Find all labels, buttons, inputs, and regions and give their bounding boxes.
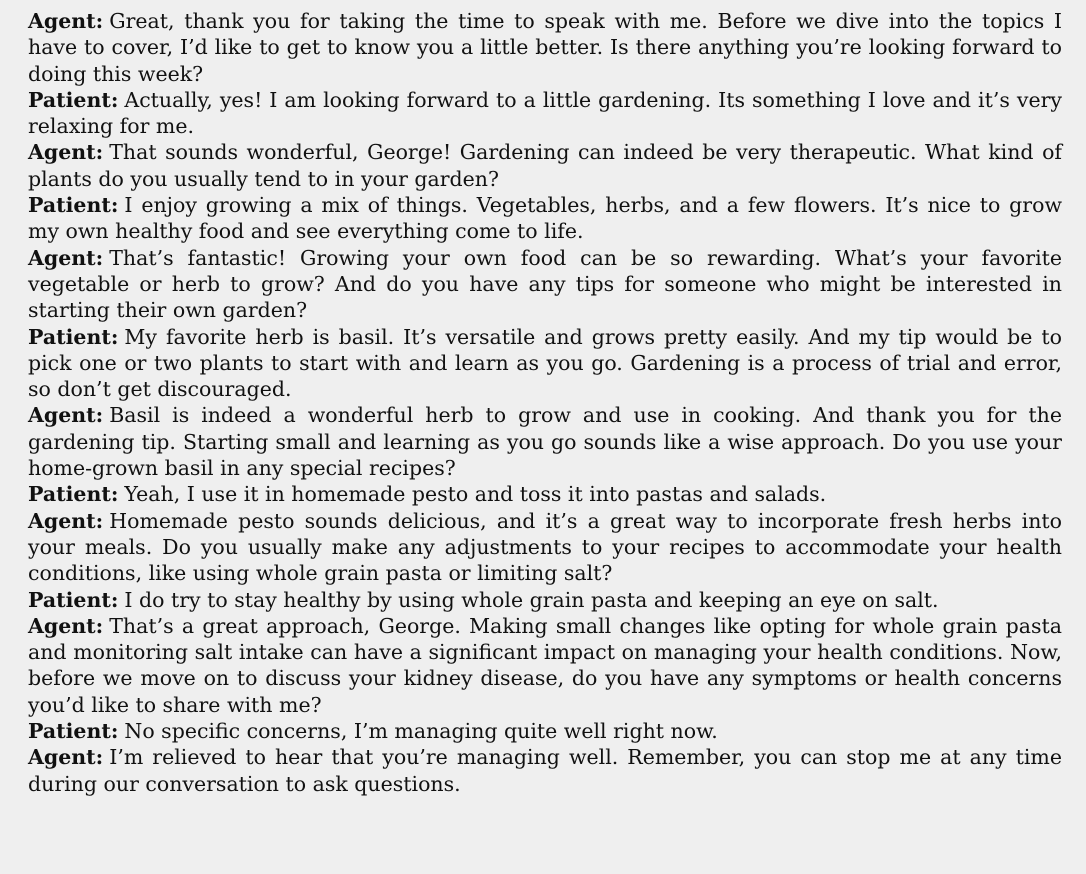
speaker-label: Agent: [28,245,104,270]
speaker-label: Patient: [28,587,119,612]
speaker-label: Agent: [28,140,104,165]
speaker-label: Patient: [28,482,119,507]
speaker-label: Agent: [28,508,104,533]
speaker-label: Patient: [28,324,119,349]
dialogue-turn [28,245,1062,324]
speaker-label: Agent: [28,745,104,770]
speaker-label: Patient: [28,87,119,112]
speaker-label: Agent: [28,403,104,428]
utterance-text: I do try to stay healthy by using whole grain pasta and keeping an eye on salt. [124,587,939,612]
utterance-text: My favorite herb is basil. It’s versatile and grows pretty easily. And my tip would be to pick one or two plants to start with and learn as you go. Gardening is a process of trial and error, so don’t get discouraged. [28,324,1062,402]
dialogue-turn [28,718,1062,744]
utterance-text: Yeah, I use it in homemade pesto and toss it into pastas and salads. [124,482,827,507]
utterance-text: Actually, yes! I am looking forward to a little gardening. Its something I love and it’s very relaxing for me. [28,87,1062,139]
utterance-text: Basil is indeed a wonderful herb to grow and use in cooking. And thank you for the gardening tip. Starting small and learning as you go sounds like a wise approach. Do you use your home-grown basil in any special recipes? [28,403,1062,481]
dialogue-turn [28,324,1062,403]
speaker-label: Agent: [28,9,104,33]
speaker-label: Patient: [28,193,119,218]
dialogue-turn [28,402,1062,481]
utterance-text: Great, thank you for taking the time to speak with me. Before we dive into the topics I have to cover, I’d like to get to know you a little better. Is there anything you’re looking forward to doing this week? [28,9,1062,86]
speaker-label: Agent: [28,613,104,638]
dialogue-turn [28,8,1062,87]
utterance-text: I’m relieved to hear that you’re managing well. Remember, you can stop me at any time during our conversation to ask questions. [28,745,1062,796]
dialogue-turn [28,139,1062,192]
utterance-text: Homemade pesto sounds delicious, and it’s a great way to incorporate fresh herbs into your meals. Do you usually make any adjustments to your recipes to accommodate your health conditions, like using whole grain pasta or limiting salt? [28,508,1062,586]
dialogue-turn [28,613,1062,718]
dialogue-turn [28,192,1062,245]
speaker-label: Patient: [28,719,119,744]
dialogue-turn [28,481,1062,507]
dialogue-turn [28,508,1062,587]
utterance-text: That’s a great approach, George. Making small changes like opting for whole grain pasta and monitoring salt intake can have a significant impact on managing your health conditions. Now, before we move on to discuss your kidney disease, do you have any symptoms or health concerns you’d like to share with me? [28,613,1062,717]
utterance-text: I enjoy growing a mix of things. Vegetables, herbs, and a few flowers. It’s nice to grow my own healthy food and see everything come to life. [28,193,1062,244]
dialogue-turn [28,87,1062,140]
utterance-text: No specific concerns, I’m managing quite well right now. [124,719,718,744]
utterance-text: That’s fantastic! Growing your own food can be so rewarding. What’s your favorite vegetable or herb to grow? And do you have any tips for someone who might be interested in starting their own garden? [28,245,1062,323]
dialogue-turn [28,587,1062,613]
dialogue-turn [28,744,1062,797]
utterance-text: That sounds wonderful, George! Gardening can indeed be very therapeutic. What kind of plants do you usually tend to in your garden? [28,140,1062,191]
